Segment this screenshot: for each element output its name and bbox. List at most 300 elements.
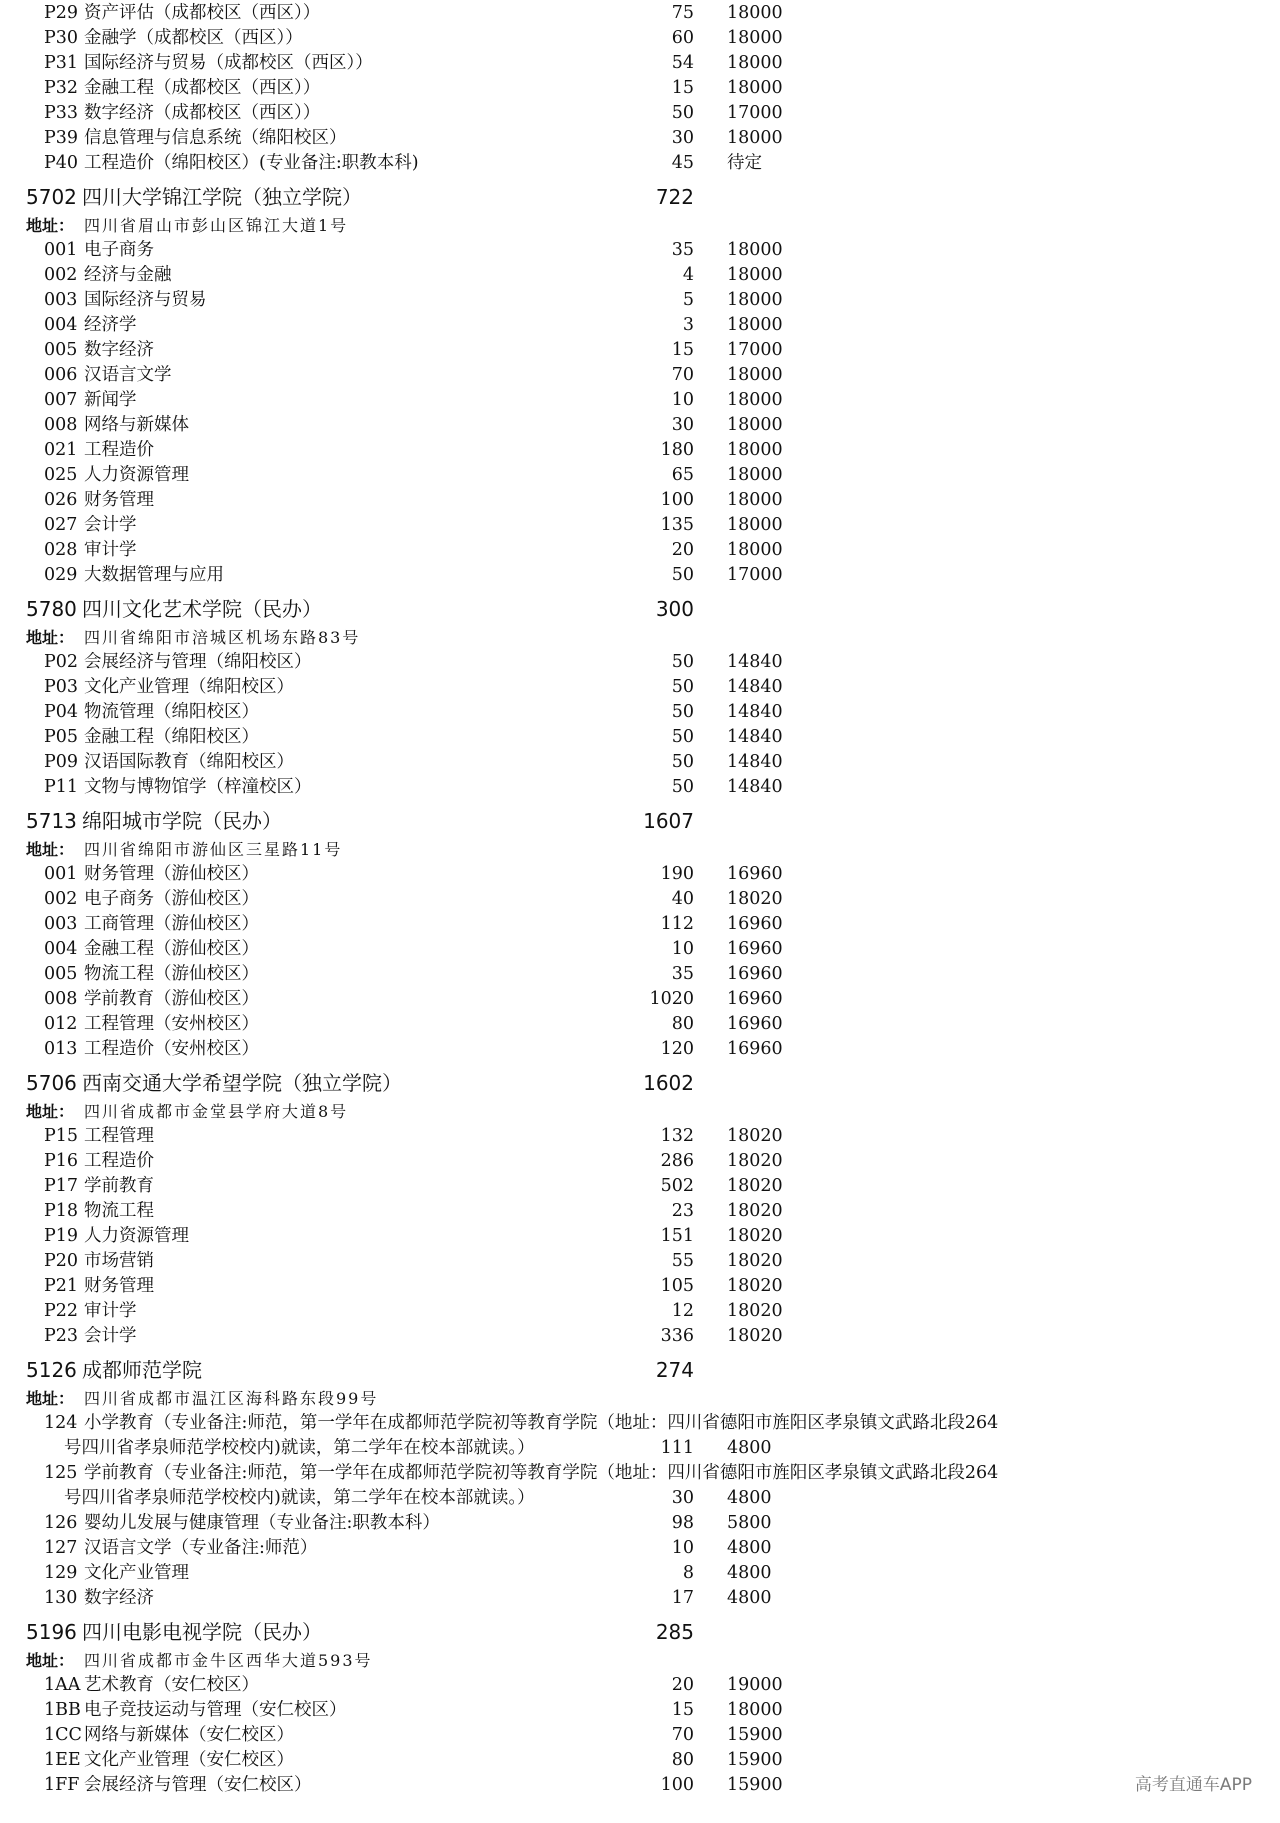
program-row (0, 650, 1280, 675)
address-label: 地址： (26, 628, 75, 647)
program-name-continued: 号四川省孝泉师范学校校内)就读，第二学年在校本部就读。） (64, 1488, 535, 1508)
program-code: 013 (44, 1039, 78, 1059)
program-name: 经济与金融 (84, 265, 172, 285)
program-fee: 18000 (727, 3, 783, 23)
program-row (0, 76, 1280, 101)
program-name: 数字经济（成都校区（西区）） (84, 103, 321, 123)
program-code: 028 (44, 540, 78, 560)
address-text: 四川省成都市温江区海科路东段99号 (84, 1389, 379, 1408)
school-total-count: 285 (655, 1620, 694, 1644)
program-fee: 4800 (727, 1538, 772, 1558)
program-fee: 18020 (727, 889, 783, 909)
program-name: 会展经济与管理（安仁校区） (84, 1775, 312, 1795)
program-name: 物流管理（绵阳校区） (84, 702, 259, 722)
program-code: 008 (44, 989, 78, 1009)
program-name: 资产评估（成都校区（西区）） (84, 3, 321, 23)
program-row (0, 488, 1280, 513)
school-code: 5196 (26, 1620, 77, 1644)
program-row (0, 51, 1280, 76)
program-code: 1BB (44, 1700, 81, 1720)
program-row (0, 1274, 1280, 1299)
school-total-count: 274 (655, 1358, 694, 1382)
program-code: 127 (44, 1538, 78, 1558)
program-count: 35 (671, 964, 694, 984)
program-fee: 18000 (727, 240, 783, 260)
program-code: 005 (44, 964, 78, 984)
program-row (0, 313, 1280, 338)
program-count: 50 (671, 677, 694, 697)
program-fee: 18000 (727, 415, 783, 435)
program-count: 10 (671, 1538, 694, 1558)
school-address (0, 1100, 1280, 1124)
school-total-count: 722 (655, 185, 694, 209)
program-fee: 18000 (727, 515, 783, 535)
school-code: 5126 (26, 1358, 77, 1382)
school-header (0, 1353, 1280, 1387)
address-text: 四川省眉山市彭山区锦江大道1号 (84, 216, 349, 235)
program-fee: 5800 (727, 1513, 772, 1533)
program-code: 1FF (44, 1775, 80, 1795)
program-name: 文化产业管理（安仁校区） (84, 1750, 294, 1770)
program-name: 会展经济与管理（绵阳校区） (84, 652, 312, 672)
program-row (0, 750, 1280, 775)
program-code: 002 (44, 265, 78, 285)
program-count: 50 (671, 752, 694, 772)
program-row (0, 1411, 1280, 1436)
program-name: 电子竞技运动与管理（安仁校区） (84, 1700, 347, 1720)
school-name: 四川电影电视学院（民办） (82, 1620, 322, 1644)
program-count: 54 (671, 53, 694, 73)
program-code: 003 (44, 914, 78, 934)
program-row (0, 513, 1280, 538)
program-fee: 18020 (727, 1276, 783, 1296)
program-row (0, 288, 1280, 313)
program-count: 5 (682, 290, 694, 310)
program-count: 111 (660, 1438, 694, 1458)
program-name: 物流工程（游仙校区） (84, 964, 259, 984)
program-fee: 17000 (727, 565, 783, 585)
program-row-continuation (0, 1436, 1280, 1461)
program-row (0, 363, 1280, 388)
program-fee: 18020 (727, 1126, 783, 1146)
program-fee: 18000 (727, 53, 783, 73)
program-fee: 18020 (727, 1201, 783, 1221)
program-name: 学前教育 (84, 1176, 154, 1196)
school-header (0, 1615, 1280, 1649)
program-fee: 16960 (727, 989, 783, 1009)
program-fee: 18000 (727, 390, 783, 410)
program-count: 30 (671, 1488, 694, 1508)
program-row (0, 1673, 1280, 1698)
program-count: 98 (671, 1513, 694, 1533)
program-code: P30 (44, 28, 79, 48)
school-name: 成都师范学院 (82, 1358, 202, 1382)
program-name: 学前教育（专业备注:师范，第一学年在成都师范学院初等教育学院（地址：四川省德阳市旌阳区孝泉镇文武路北段264 (84, 1463, 999, 1483)
program-name: 婴幼儿发展与健康管理（专业备注:职教本科） (84, 1513, 440, 1533)
program-name: 小学教育（专业备注:师范，第一学年在成都师范学院初等教育学院（地址：四川省德阳市旌阳区孝泉镇文武路北段264 (84, 1413, 999, 1433)
program-count: 336 (660, 1326, 694, 1346)
program-row (0, 1586, 1280, 1611)
program-code: 005 (44, 340, 78, 360)
footer-brand: 高考直通车APP (1134, 1775, 1252, 1795)
program-code: 125 (44, 1463, 78, 1483)
program-name: 信息管理与信息系统（绵阳校区） (84, 128, 347, 148)
program-name: 电子商务 (84, 240, 154, 260)
program-name: 大数据管理与应用 (84, 565, 224, 585)
program-row (0, 238, 1280, 263)
program-row (0, 962, 1280, 987)
program-name: 文化产业管理 (84, 1563, 189, 1583)
program-count: 286 (660, 1151, 694, 1171)
program-row (0, 1037, 1280, 1062)
program-row (0, 126, 1280, 151)
school-header (0, 592, 1280, 626)
address-text: 四川省成都市金牛区西华大道593号 (84, 1651, 373, 1670)
program-row (0, 1199, 1280, 1224)
program-fee: 18020 (727, 1251, 783, 1271)
program-fee: 18000 (727, 1700, 783, 1720)
program-code: 004 (44, 939, 78, 959)
program-name: 财务管理 (84, 490, 154, 510)
program-fee: 4800 (727, 1438, 772, 1458)
program-fee: 18000 (727, 128, 783, 148)
program-fee: 18020 (727, 1151, 783, 1171)
program-count: 502 (660, 1176, 694, 1196)
program-row (0, 563, 1280, 588)
school-name: 四川文化艺术学院（民办） (82, 597, 322, 621)
program-fee: 17000 (727, 103, 783, 123)
program-name: 审计学 (84, 540, 137, 560)
program-code: P39 (44, 128, 79, 148)
program-name: 市场营销 (84, 1251, 154, 1271)
program-row (0, 263, 1280, 288)
program-row (0, 1723, 1280, 1748)
program-code: P05 (44, 727, 79, 747)
program-code: 004 (44, 315, 78, 335)
program-fee: 15900 (727, 1750, 783, 1770)
school-total-count: 1602 (643, 1071, 694, 1095)
program-count: 8 (682, 1563, 694, 1583)
program-fee: 18000 (727, 290, 783, 310)
program-name: 财务管理 (84, 1276, 154, 1296)
program-name: 汉语言文学（专业备注:师范） (84, 1538, 318, 1558)
program-fee: 18000 (727, 365, 783, 385)
address-label: 地址： (26, 216, 75, 235)
program-name: 财务管理（游仙校区） (84, 864, 259, 884)
program-row (0, 1, 1280, 26)
program-code: 130 (44, 1588, 78, 1608)
school-name: 西南交通大学希望学院（独立学院） (82, 1071, 402, 1095)
program-code: 012 (44, 1014, 78, 1034)
program-row (0, 1748, 1280, 1773)
program-row (0, 438, 1280, 463)
program-count: 180 (660, 440, 694, 460)
program-count: 50 (671, 777, 694, 797)
program-name: 人力资源管理 (84, 465, 189, 485)
program-fee: 14840 (727, 752, 783, 772)
school-total-count: 1607 (643, 809, 694, 833)
program-fee: 18020 (727, 1326, 783, 1346)
program-code: 027 (44, 515, 78, 535)
program-code: 1AA (44, 1675, 81, 1695)
program-name: 工商管理（游仙校区） (84, 914, 259, 934)
program-row (0, 1174, 1280, 1199)
program-count: 120 (660, 1039, 694, 1059)
school-code: 5706 (26, 1071, 77, 1095)
school-header (0, 1066, 1280, 1100)
school-name: 绵阳城市学院（民办） (82, 809, 282, 833)
program-name: 工程造价 (84, 440, 154, 460)
program-count: 10 (671, 390, 694, 410)
school-code: 5780 (26, 597, 77, 621)
program-code: P23 (44, 1326, 79, 1346)
program-row (0, 26, 1280, 51)
school-header (0, 180, 1280, 214)
program-name: 文物与博物馆学（梓潼校区） (84, 777, 312, 797)
program-fee: 18000 (727, 540, 783, 560)
school-name: 四川大学锦江学院（独立学院） (82, 185, 362, 209)
program-count: 17 (671, 1588, 694, 1608)
program-count: 40 (671, 889, 694, 909)
program-row (0, 1224, 1280, 1249)
program-row (0, 1324, 1280, 1349)
program-row (0, 1698, 1280, 1723)
program-count: 30 (671, 415, 694, 435)
program-code: 003 (44, 290, 78, 310)
program-name: 学前教育（游仙校区） (84, 989, 259, 1009)
program-name: 物流工程 (84, 1201, 154, 1221)
program-count: 15 (671, 340, 694, 360)
program-name: 人力资源管理 (84, 1226, 189, 1246)
program-row (0, 775, 1280, 800)
program-fee: 18020 (727, 1226, 783, 1246)
program-name: 工程造价（绵阳校区）(专业备注:职教本科) (84, 153, 419, 173)
program-code: P11 (44, 777, 79, 797)
program-fee: 16960 (727, 914, 783, 934)
program-row (0, 101, 1280, 126)
program-fee: 15900 (727, 1775, 783, 1795)
program-fee: 18000 (727, 28, 783, 48)
program-fee: 4800 (727, 1488, 772, 1508)
program-row (0, 1461, 1280, 1486)
program-row (0, 1124, 1280, 1149)
program-count: 20 (671, 540, 694, 560)
school-code: 5713 (26, 809, 77, 833)
address-label: 地址： (26, 1389, 75, 1408)
program-name: 审计学 (84, 1301, 137, 1321)
program-count: 151 (660, 1226, 694, 1246)
program-row (0, 987, 1280, 1012)
program-code: P32 (44, 78, 79, 98)
school-header (0, 804, 1280, 838)
program-code: P09 (44, 752, 79, 772)
program-fee: 18000 (727, 465, 783, 485)
program-name: 数字经济 (84, 1588, 154, 1608)
school-address (0, 1387, 1280, 1411)
program-fee: 17000 (727, 340, 783, 360)
program-count: 50 (671, 702, 694, 722)
program-row (0, 912, 1280, 937)
program-code: P40 (44, 153, 79, 173)
program-name: 网络与新媒体（安仁校区） (84, 1725, 294, 1745)
program-count: 4 (682, 265, 694, 285)
program-code: P03 (44, 677, 79, 697)
program-code: 124 (44, 1413, 78, 1433)
program-name: 金融工程（游仙校区） (84, 939, 259, 959)
program-code: P18 (44, 1201, 79, 1221)
program-name: 工程管理（安州校区） (84, 1014, 259, 1034)
program-name: 电子商务（游仙校区） (84, 889, 259, 909)
program-fee: 14840 (727, 727, 783, 747)
program-code: P22 (44, 1301, 79, 1321)
program-count: 10 (671, 939, 694, 959)
program-name: 文化产业管理（绵阳校区） (84, 677, 294, 697)
program-fee: 14840 (727, 652, 783, 672)
program-row (0, 937, 1280, 962)
program-fee: 18000 (727, 490, 783, 510)
program-row (0, 388, 1280, 413)
program-fee: 16960 (727, 1039, 783, 1059)
program-row (0, 862, 1280, 887)
program-count: 80 (671, 1014, 694, 1034)
program-fee: 14840 (727, 677, 783, 697)
program-code: P20 (44, 1251, 79, 1271)
program-row (0, 1149, 1280, 1174)
program-count: 190 (660, 864, 694, 884)
program-row (0, 1536, 1280, 1561)
program-name-continued: 号四川省孝泉师范学校校内)就读，第二学年在校本部就读。） (64, 1438, 535, 1458)
program-code: 021 (44, 440, 78, 460)
program-name: 艺术教育（安仁校区） (84, 1675, 259, 1695)
program-count: 50 (671, 727, 694, 747)
program-fee: 16960 (727, 964, 783, 984)
program-count: 80 (671, 1750, 694, 1770)
address-text: 四川省成都市金堂县学府大道8号 (84, 1102, 349, 1121)
program-fee: 18000 (727, 440, 783, 460)
program-name: 国际经济与贸易（成都校区（西区）） (84, 53, 373, 73)
program-fee: 19000 (727, 1675, 783, 1695)
program-code: 006 (44, 365, 78, 385)
school-address (0, 214, 1280, 238)
program-code: P04 (44, 702, 79, 722)
address-label: 地址： (26, 1651, 75, 1670)
program-row (0, 151, 1280, 176)
program-row (0, 675, 1280, 700)
program-row (0, 1249, 1280, 1274)
program-name: 会计学 (84, 515, 137, 535)
program-row (0, 338, 1280, 363)
program-row (0, 463, 1280, 488)
program-code: 001 (44, 864, 78, 884)
program-count: 45 (671, 153, 694, 173)
program-fee: 4800 (727, 1563, 772, 1583)
address-label: 地址： (26, 840, 75, 859)
program-row (0, 413, 1280, 438)
program-code: P31 (44, 53, 79, 73)
program-code: P19 (44, 1226, 79, 1246)
program-code: P16 (44, 1151, 79, 1171)
program-fee: 18020 (727, 1301, 783, 1321)
address-text: 四川省绵阳市涪城区机场东路83号 (84, 628, 361, 647)
program-count: 60 (671, 28, 694, 48)
program-row (0, 1299, 1280, 1324)
program-count: 15 (671, 78, 694, 98)
program-row (0, 1773, 1280, 1798)
program-fee: 16960 (727, 939, 783, 959)
program-code: 025 (44, 465, 78, 485)
program-count: 30 (671, 128, 694, 148)
program-count: 50 (671, 652, 694, 672)
program-row (0, 700, 1280, 725)
program-count: 55 (671, 1251, 694, 1271)
program-name: 金融工程（成都校区（西区）） (84, 78, 321, 98)
program-name: 国际经济与贸易 (84, 290, 207, 310)
school-address (0, 1649, 1280, 1673)
program-name: 新闻学 (84, 390, 137, 410)
program-count: 3 (682, 315, 694, 335)
program-count: 135 (660, 515, 694, 535)
program-count: 75 (671, 3, 694, 23)
program-count: 15 (671, 1700, 694, 1720)
program-code: 026 (44, 490, 78, 510)
program-code: 126 (44, 1513, 78, 1533)
program-count: 12 (671, 1301, 694, 1321)
program-count: 65 (671, 465, 694, 485)
program-code: P33 (44, 103, 79, 123)
program-code: 002 (44, 889, 78, 909)
program-count: 105 (660, 1276, 694, 1296)
school-total-count: 300 (655, 597, 694, 621)
school-address (0, 626, 1280, 650)
program-fee: 18000 (727, 265, 783, 285)
program-name: 网络与新媒体 (84, 415, 189, 435)
program-fee: 18000 (727, 315, 783, 335)
program-name: 数字经济 (84, 340, 154, 360)
program-count: 50 (671, 103, 694, 123)
program-fee: 18000 (727, 78, 783, 98)
program-name: 金融工程（绵阳校区） (84, 727, 259, 747)
program-fee: 14840 (727, 702, 783, 722)
program-count: 70 (671, 1725, 694, 1745)
program-name: 汉语言文学 (84, 365, 172, 385)
program-fee: 18020 (727, 1176, 783, 1196)
program-code: P17 (44, 1176, 79, 1196)
program-name: 金融学（成都校区（西区）） (84, 28, 303, 48)
program-code: 001 (44, 240, 78, 260)
program-code: P21 (44, 1276, 79, 1296)
school-code: 5702 (26, 185, 77, 209)
program-code: 007 (44, 390, 78, 410)
program-row (0, 887, 1280, 912)
program-row (0, 538, 1280, 563)
program-name: 会计学 (84, 1326, 137, 1346)
program-fee: 待定 (727, 153, 762, 173)
program-count: 100 (660, 1775, 694, 1795)
program-count: 23 (671, 1201, 694, 1221)
program-count: 50 (671, 565, 694, 585)
program-name: 工程管理 (84, 1126, 154, 1146)
program-count: 1020 (649, 989, 694, 1009)
program-row (0, 1511, 1280, 1536)
program-name: 经济学 (84, 315, 137, 335)
program-code: 029 (44, 565, 78, 585)
program-count: 20 (671, 1675, 694, 1695)
program-code: P15 (44, 1126, 79, 1146)
program-row (0, 725, 1280, 750)
program-fee: 15900 (727, 1725, 783, 1745)
program-code: 008 (44, 415, 78, 435)
address-label: 地址： (26, 1102, 75, 1121)
